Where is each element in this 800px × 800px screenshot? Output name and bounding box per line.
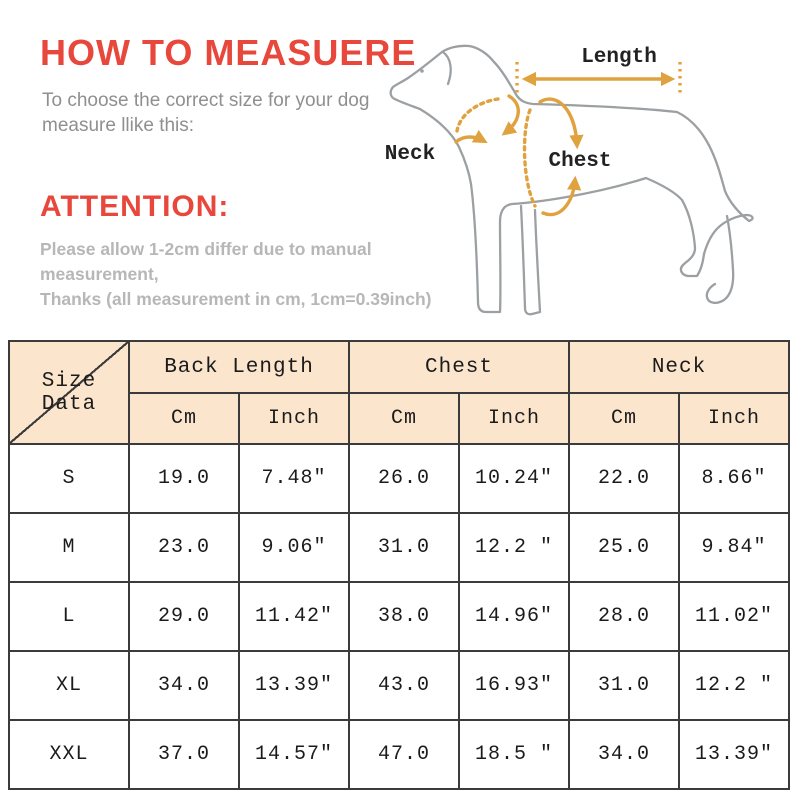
unit-header: Inch [239,393,349,444]
size-cell: L [9,582,129,651]
value-cell: 28.0 [569,582,679,651]
neck-small-arrow-icon [456,137,484,142]
value-cell: 47.0 [349,720,459,789]
corner-cell: Size Data [9,341,129,444]
unit-header: Inch [679,393,789,444]
length-label: Length [581,46,657,69]
value-cell: 11.42″ [239,582,349,651]
neck-label: Neck [384,143,436,166]
subtitle-line2: measure llike this: [42,115,195,137]
size-cell: M [9,513,129,582]
attention-note-line1: Please allow 1-2cm differ due to manual measurement, [40,239,372,284]
value-cell: 25.0 [569,513,679,582]
size-cell: S [9,444,129,513]
dog-outline-icon [391,46,753,314]
subtitle-line1: To choose the correct size for your dog [42,90,370,111]
group-header-chest: Chest [349,341,569,393]
value-cell: 43.0 [349,651,459,720]
table-row-xl [9,651,789,720]
table-row-l [9,582,789,651]
value-cell: 19.0 [129,444,239,513]
neck-arrow-icon [505,96,518,133]
value-cell: 13.39″ [679,720,789,789]
chest-dashed-arc [525,110,535,206]
neck-measure [456,96,518,142]
table-row-s [9,444,789,513]
value-cell: 13.39″ [239,651,349,720]
page-title: HOW TO MEASUERE [40,32,417,73]
chest-label: Chest [548,150,612,173]
dog-front-leg-far [521,206,540,314]
value-cell: 7.48″ [239,444,349,513]
value-cell: 34.0 [569,720,679,789]
group-header-neck: Neck [569,341,789,393]
dog-ear [443,52,451,84]
value-cell: 26.0 [349,444,459,513]
value-cell: 37.0 [129,720,239,789]
value-cell: 22.0 [569,444,679,513]
unit-header: Cm [569,393,679,444]
value-cell: 9.06″ [239,513,349,582]
table-group-header-row [9,341,789,393]
size-table [8,340,790,790]
neck-dashed-arc [457,99,498,131]
attention-title: ATTENTION: [40,190,230,223]
subtitle [42,88,372,138]
dog-hind-leg-far [707,216,733,303]
value-cell: 14.96″ [459,582,569,651]
table-row-m [9,513,789,582]
value-cell: 16.93″ [459,651,569,720]
value-cell: 23.0 [129,513,239,582]
value-cell: 18.5 ″ [459,720,569,789]
value-cell: 12.2 ″ [679,651,789,720]
attention-note-line2: Thanks (all measurement in cm, 1cm=0.39inch) [40,288,432,309]
value-cell: 10.24″ [459,444,569,513]
value-cell: 31.0 [569,651,679,720]
size-cell: XXL [9,720,129,789]
value-cell: 31.0 [349,513,459,582]
unit-header: Inch [459,393,569,444]
unit-header: Cm [129,393,239,444]
dog-measurement-diagram [370,0,800,335]
group-header-back-length: Back Length [129,341,349,393]
dog-body-outline [391,46,753,312]
value-cell: 9.84″ [679,513,789,582]
value-cell: 12.2 ″ [459,513,569,582]
dog-eye [420,69,424,73]
size-cell: XL [9,651,129,720]
value-cell: 11.02″ [679,582,789,651]
value-cell: 29.0 [129,582,239,651]
value-cell: 14.57″ [239,720,349,789]
unit-header: Cm [349,393,459,444]
value-cell: 34.0 [129,651,239,720]
value-cell: 38.0 [349,582,459,651]
table-row-xxl [9,720,789,789]
value-cell: 8.66″ [679,444,789,513]
